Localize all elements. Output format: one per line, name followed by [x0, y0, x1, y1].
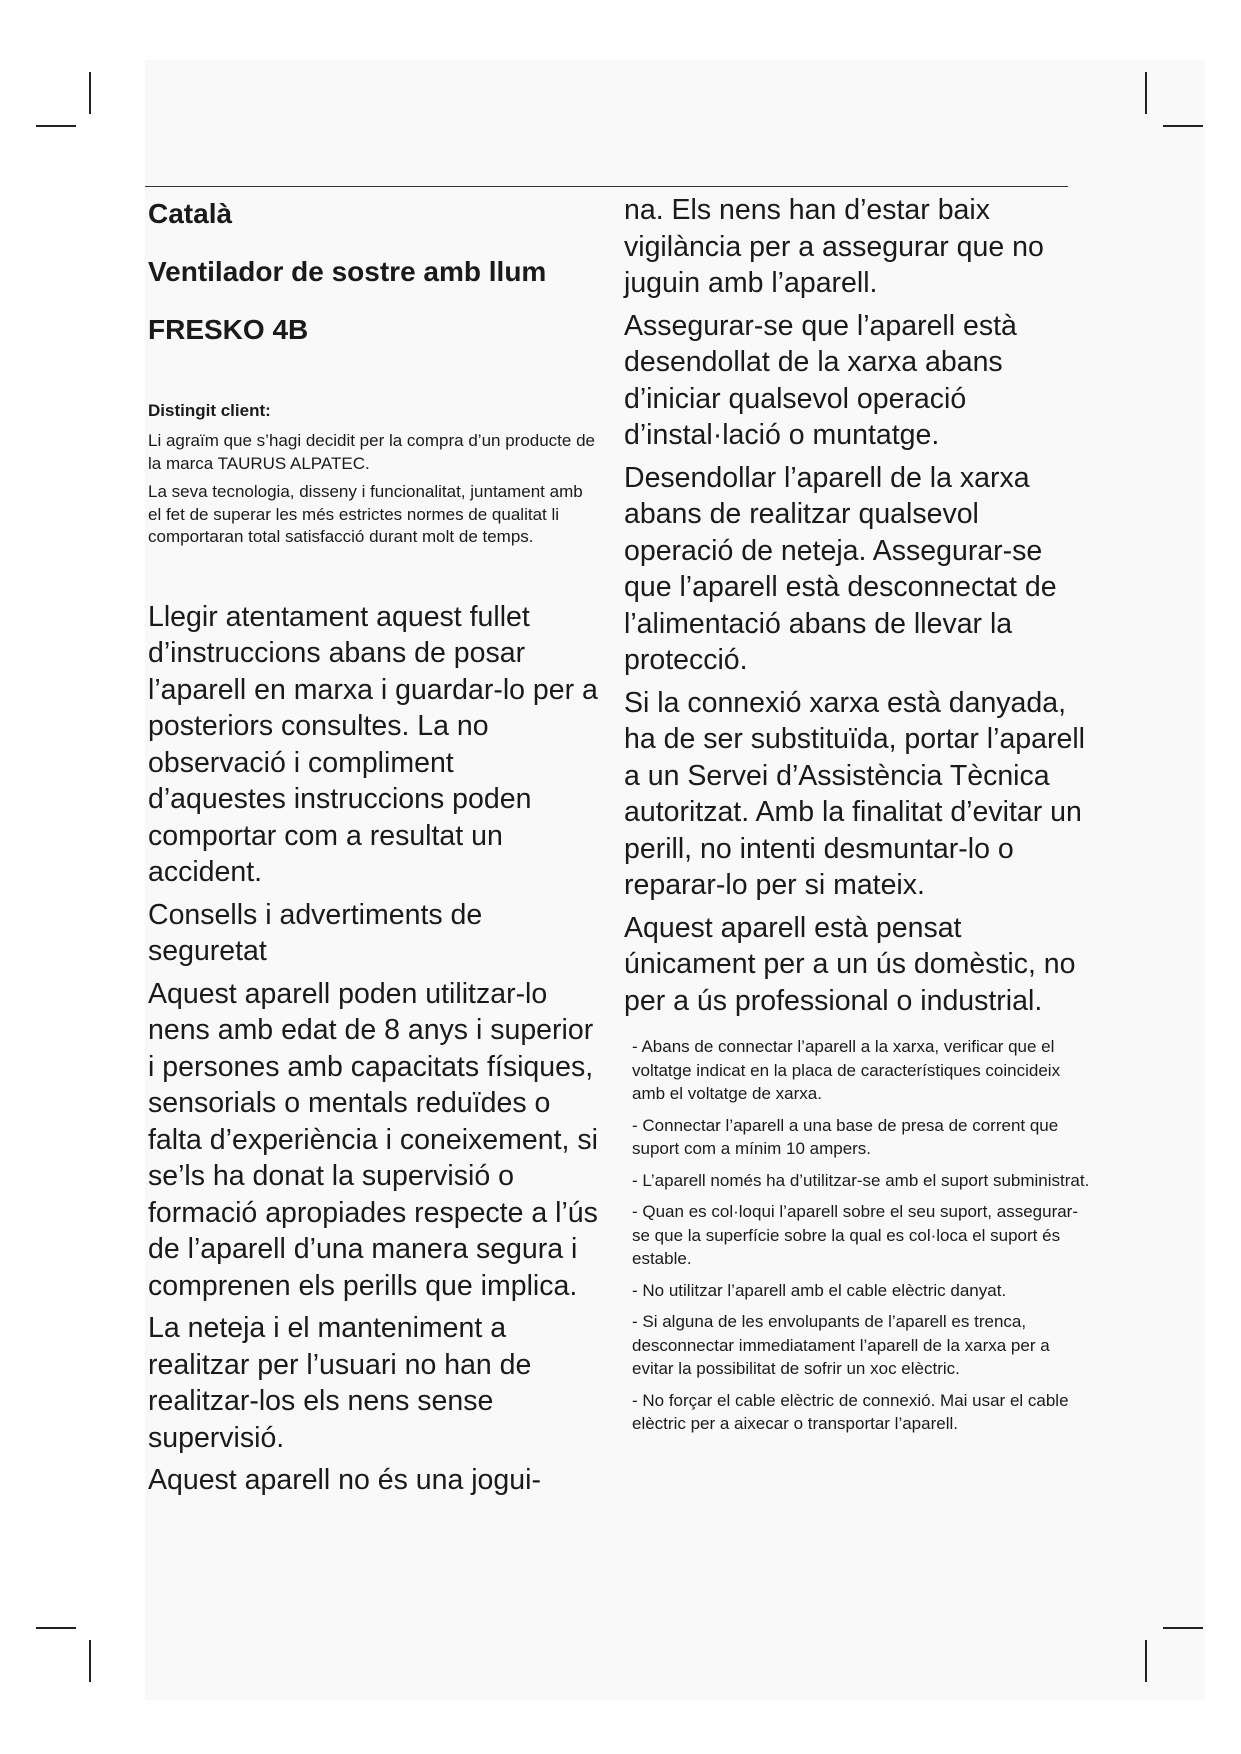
left-column	[148, 196, 598, 1499]
list-item: - No utilitzar l’aparell amb el cable elèctric danyat.	[632, 1280, 1007, 1300]
list-item: - Abans de connectar l’aparell a la xarxa, verificar que el voltatge indicat en la placa de característiques coincideix amb el voltatge de xarxa.	[632, 1037, 1061, 1103]
product-title: Ventilador de sostre amb llum	[148, 256, 547, 287]
greeting-paragraph: La seva tecnologia, disseny i funcionalitat, juntament amb el fet de superar les més estrictes normes de qualitat li comportaran total satisfacció durant molt de temps.	[148, 482, 583, 546]
safety-paragraph: Si la connexió xarxa està danyada, ha de ser substituïda, portar l’aparell a un Servei d’Assistència Tècnica autoritzat. Amb la finalitat d’evitar un perill, no intenti desmuntar-lo o reparar-lo per si mateix.	[624, 686, 1086, 901]
safety-paragraph: Aquest aparell no és una jogui-	[148, 1464, 541, 1496]
crop-mark-bottom-left-vertical	[89, 1640, 91, 1682]
crop-mark-top-left-horizontal	[36, 125, 76, 127]
safety-heading: Consells i advertiments de seguretat	[148, 898, 483, 967]
crop-mark-top-right-vertical	[1145, 72, 1147, 114]
model-name: FRESKO 4B	[148, 314, 309, 345]
safety-bullet-list	[632, 1035, 1094, 1436]
instructions-intro: Llegir atentament aquest fullet d’instruccions abans de posar l’aparell en marxa i guardar-lo per a posteriors consultes. La no observació i compliment d’aquestes instruccions poden comportar com a resultat un accident.	[148, 600, 598, 888]
language-heading: Català	[148, 198, 233, 229]
right-column	[624, 196, 1094, 1444]
crop-mark-bottom-left-horizontal	[36, 1627, 76, 1629]
crop-mark-bottom-right-horizontal	[1163, 1627, 1203, 1629]
list-item: - L’aparell només ha d’utilitzar-se amb el suport subministrat.	[632, 1170, 1090, 1190]
safety-paragraph: Aquest aparell està pensat únicament per a un ús domèstic, no per a ús professional o industrial.	[624, 911, 1076, 1017]
safety-paragraph: La neteja i el manteniment a realitzar per l’usuari no han de realitzar-los els nens sense supervisió.	[148, 1312, 532, 1454]
greeting-paragraph: Li agraïm que s’hagi decidit per la compra d’un producte de la marca TAURUS ALPATEC.	[148, 431, 595, 473]
safety-paragraph: Assegurar-se que l’aparell està desendollat de la xarxa abans d’iniciar qualsevol operació d’instal·lació o muntatge.	[624, 309, 1017, 451]
safety-paragraph: na. Els nens han d’estar baix vigilància per a assegurar que no juguin amb l’aparell.	[624, 194, 1044, 299]
crop-mark-top-left-vertical	[89, 72, 91, 114]
crop-mark-bottom-right-vertical	[1145, 1640, 1147, 1682]
list-item: - Si alguna de les envolupants de l’aparell es trenca, desconnectar immediatament l’aparell de la xarxa per a evitar la possibilitat de sofrir un xoc elèctric.	[632, 1312, 1050, 1378]
crop-mark-top-right-horizontal	[1163, 125, 1203, 127]
list-item: - Quan es col·loqui l’aparell sobre el seu suport, assegurar-se que la superfície sobre la qual es col·loca el suport és estable.	[632, 1202, 1079, 1268]
greeting-title: Distingit client:	[148, 401, 271, 420]
safety-paragraph: Desendollar l’aparell de la xarxa abans de realitzar qualsevol operació de neteja. Assegurar-se que l’aparell està desconnectat de l’alimentació abans de llevar la protecció.	[624, 461, 1057, 676]
safety-paragraph: Aquest aparell poden utilitzar-lo nens amb edat de 8 anys i superior i persones amb capacitats físiques, sensorials o mentals reduïdes o falta d’experiència i coneixement, si se’ls ha donat la supervisió o formació apropiades respecte a l’ús de l’aparell d’una manera segura i comprenen els perills que implica.	[148, 977, 598, 1302]
list-item: - No forçar el cable elèctric de connexió. Mai usar el cable elèctric per a aixecar o transportar l’aparell.	[632, 1390, 1069, 1433]
list-item: - Connectar l’aparell a una base de presa de corrent que suport com a mínim 10 ampers.	[632, 1115, 1059, 1158]
header-rule	[145, 186, 1068, 187]
